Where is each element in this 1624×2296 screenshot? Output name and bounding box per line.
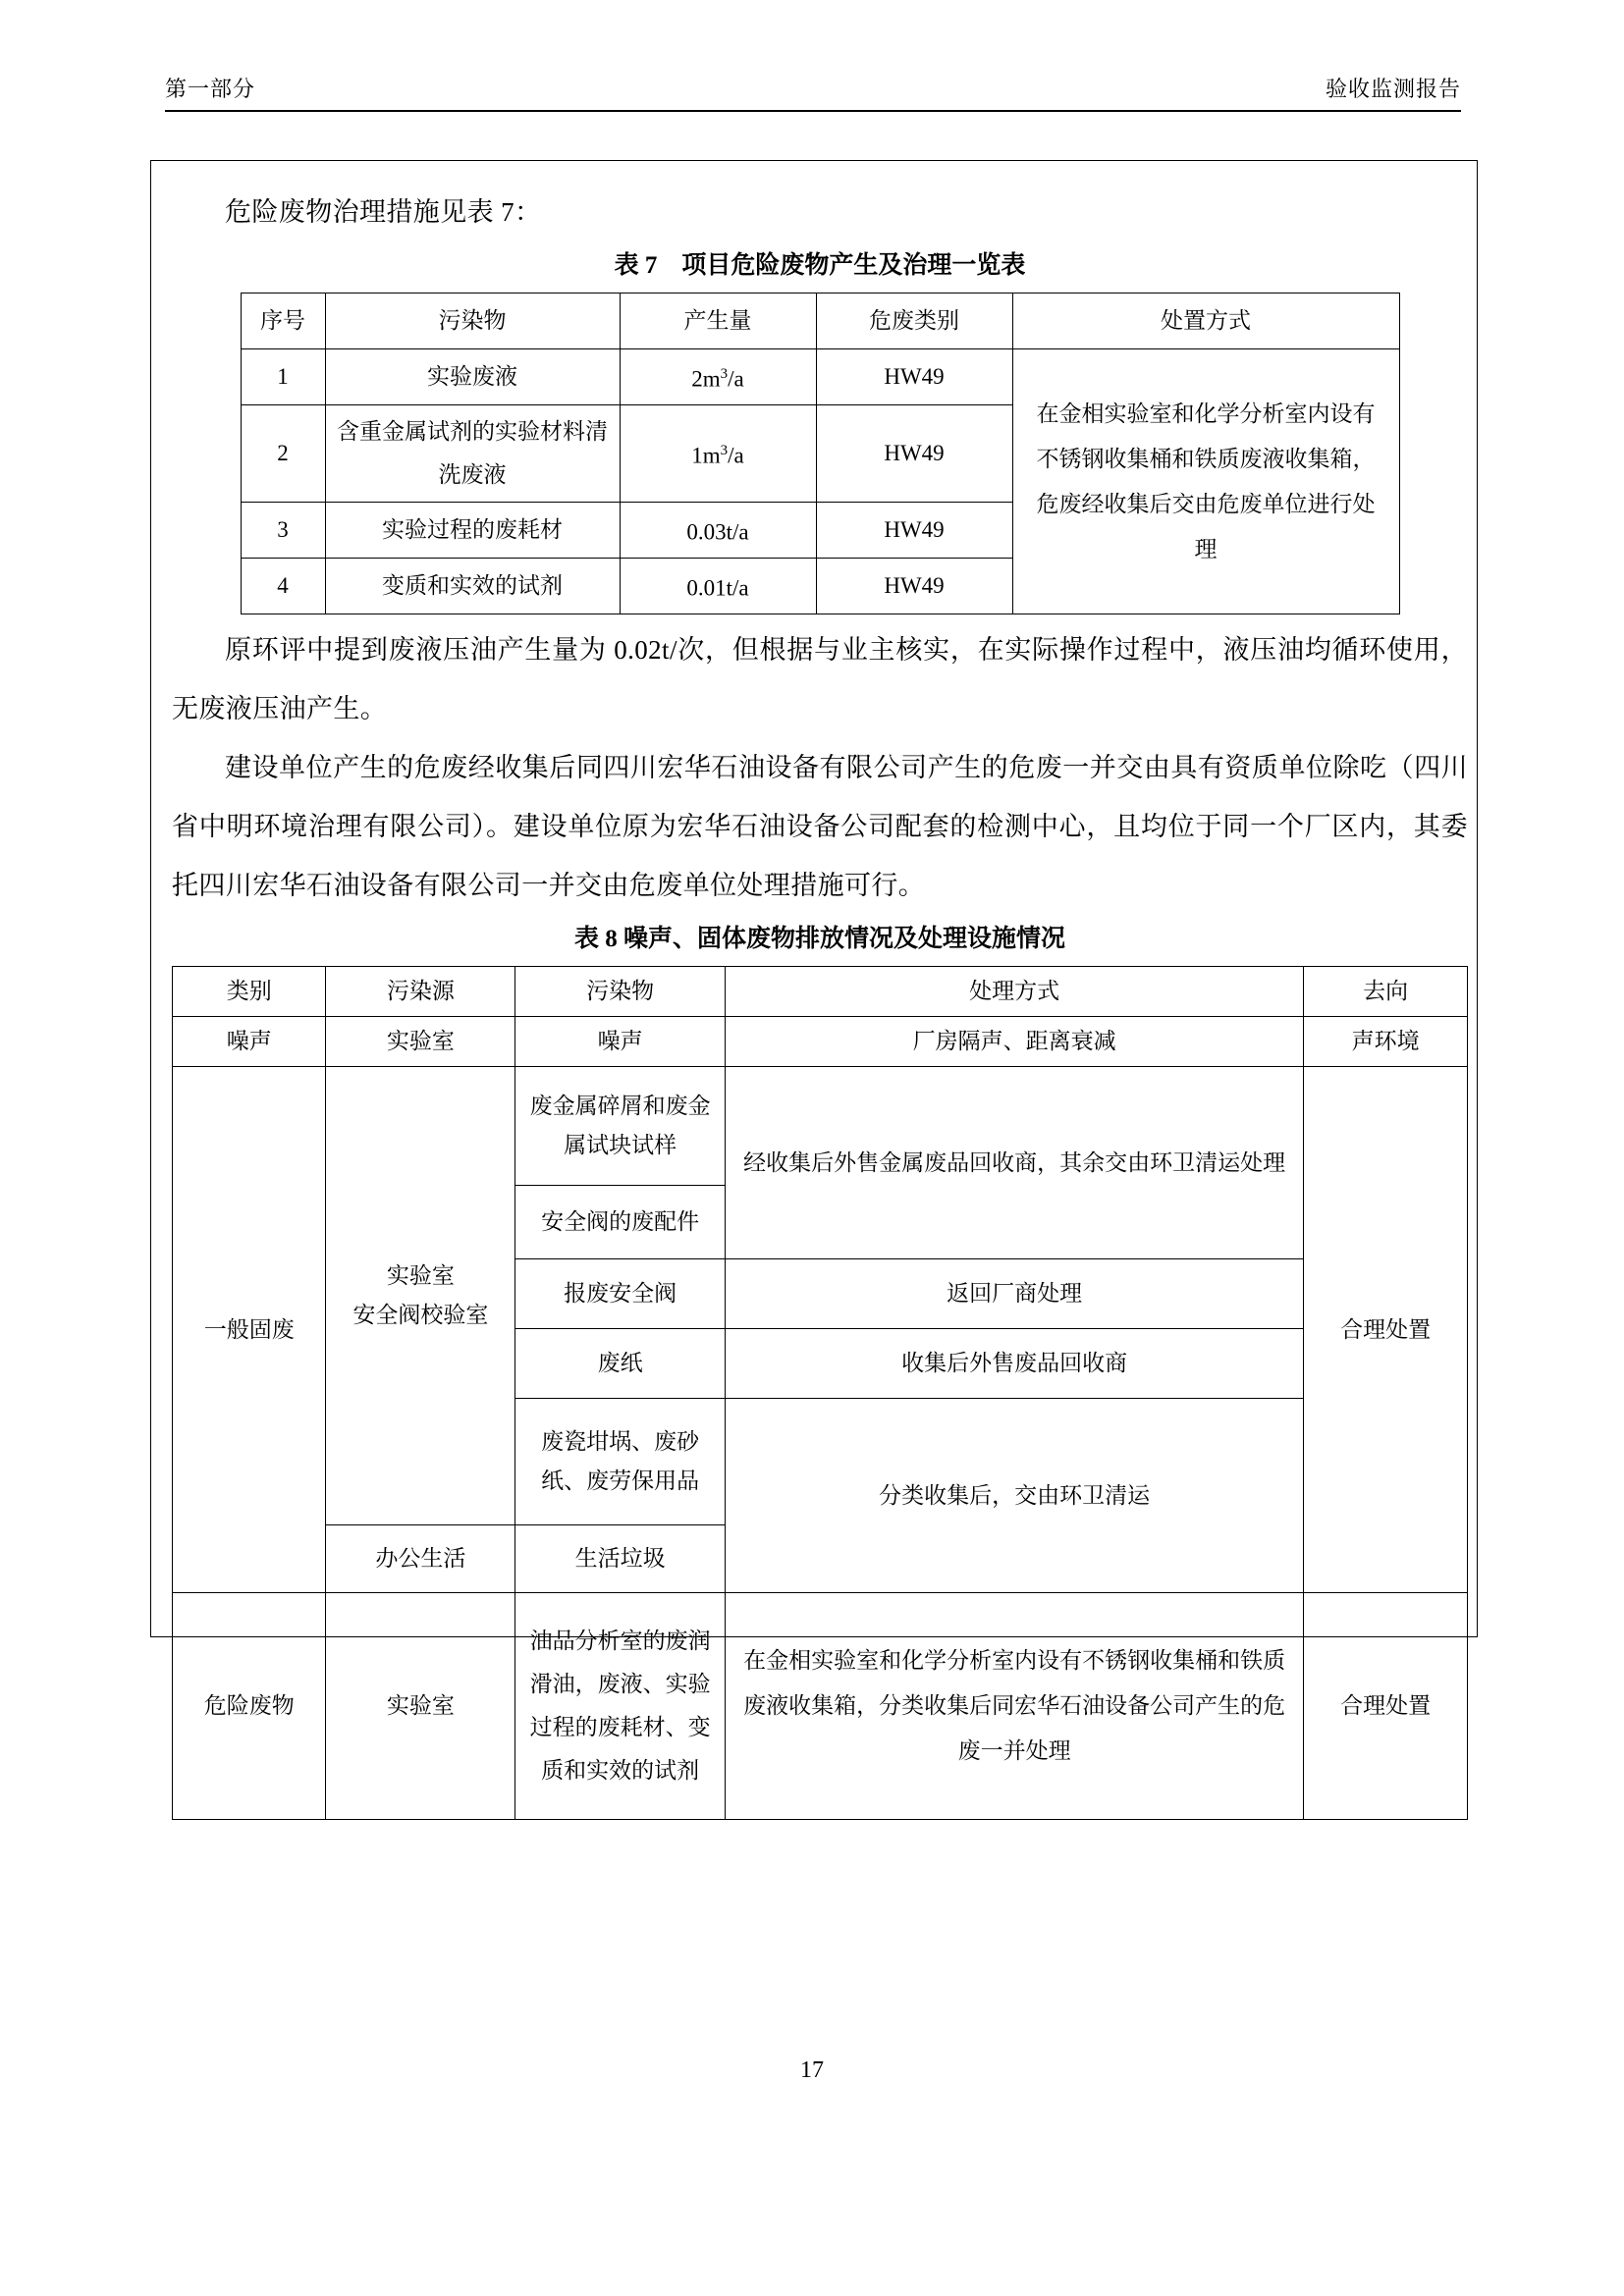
table7 — [241, 293, 1400, 614]
table8-gs-pollutant-4: 废纸 — [515, 1329, 726, 1399]
table7-r2-no: 2 — [241, 405, 325, 503]
table7-r1-no: 1 — [241, 349, 325, 405]
table-row — [173, 1017, 1468, 1067]
table8-gs-treatment-5: 分类收集后，交由环卫清运 — [726, 1399, 1304, 1593]
table7-r4-hw: HW49 — [816, 559, 1012, 614]
paragraph-hydraulic-oil: 原环评中提到废液压油产生量为 0.02t/次，但根据与业主核实，在实际操作过程中，液压油均循环使用，无废液压油产生。 — [172, 635, 1468, 723]
table8-generalsolid-source-office: 办公生活 — [326, 1525, 515, 1593]
intro-paragraph: 危险废物治理措施见表 7： — [225, 197, 542, 227]
source-lab-line2: 安全阀校验室 — [352, 1303, 489, 1327]
table8-noise-source: 实验室 — [326, 1017, 515, 1067]
table8-gs-treatment-4: 收集后外售废品回收商 — [726, 1329, 1304, 1399]
table7-r4-pollutant: 变质和实效的试剂 — [325, 559, 620, 614]
table7-r3-hw: HW49 — [816, 503, 1012, 559]
header-right-text: 验收监测报告 — [1325, 77, 1461, 101]
table8-hazardous-source: 实验室 — [326, 1593, 515, 1820]
table8-col-treatment: 处理方式 — [726, 967, 1304, 1017]
table7-r2-hw: HW49 — [816, 405, 1012, 503]
header-divider — [165, 110, 1461, 112]
table8-header-row — [173, 967, 1468, 1017]
table8-gs-treatment-1: 经收集后外售金属废品回收商，其余交由环卫清运处理 — [726, 1067, 1304, 1259]
table8-caption: 表 8 噪声、固体废物排放情况及处理设施情况 — [573, 926, 1065, 952]
table7-col-amount: 产生量 — [620, 294, 816, 349]
table7-r1-amount: $2m^3/a$ — [620, 349, 816, 405]
table8-noise-treatment: 厂房隔声、距离衰减 — [726, 1017, 1304, 1067]
paragraph-hazardous-transfer: 建设单位产生的危废经收集后同四川宏华石油设备有限公司产生的危废一并交由具有资质单位除吃（四川省中明环境治理有限公司）。建设单位原为宏华石油设备公司配套的检测中心，且均位于同一个厂区内，其委托四川宏华石油设备有限公司一并交由危废单位处理措施可行。 — [172, 753, 1468, 900]
table8-generalsolid-category: 一般固废 — [173, 1067, 326, 1593]
table7-r4-no: 4 — [241, 559, 325, 614]
table7-r3-no: 3 — [241, 503, 325, 559]
table8-hazardous-treatment: 在金相实验室和化学分析室内设有不锈钢收集桶和铁质废液收集箱，分类收集后同宏华石油设备公司产生的危废一并处理 — [726, 1593, 1304, 1820]
table7-r1-hw: HW49 — [816, 349, 1012, 405]
table8-col-category: 类别 — [173, 967, 326, 1017]
table8-gs-pollutant-2: 安全阀的废配件 — [515, 1186, 726, 1259]
table7-header-row — [241, 294, 1399, 349]
table7-col-pollutant: 污染物 — [325, 294, 620, 349]
table8-gs-treatment-3: 返回厂商处理 — [726, 1259, 1304, 1329]
table8-generalsolid-source-lab — [326, 1067, 515, 1525]
table8-col-pollutant: 污染物 — [515, 967, 726, 1017]
table8-generalsolid-destination: 合理处置 — [1304, 1067, 1468, 1593]
table7-col-hwtype: 危废类别 — [816, 294, 1012, 349]
page-number: 17 — [800, 2057, 824, 2083]
header-left-text: 第一部分 — [165, 77, 256, 101]
table7-col-no: 序号 — [241, 294, 325, 349]
table7-r2-amount: $1m^3/a$ — [620, 405, 816, 503]
table7-r3-amount: 0.03t/a — [620, 503, 816, 559]
table8-gs-pollutant-1: 废金属碎屑和废金属试块试样 — [515, 1067, 726, 1186]
table8-hazardous-destination: 合理处置 — [1304, 1593, 1468, 1820]
table8-noise-destination: 声环境 — [1304, 1017, 1468, 1067]
table7-r4-amount: 0.01t/a — [620, 559, 816, 614]
table8-gs-pollutant-5: 废瓷坩埚、废砂纸、废劳保用品 — [515, 1399, 726, 1525]
table7-r2-pollutant: 含重金属试剂的实验材料清洗废液 — [325, 405, 620, 503]
table-row — [241, 349, 1399, 405]
table8-noise-category: 噪声 — [173, 1017, 326, 1067]
page-content — [172, 183, 1468, 1820]
source-lab-line1: 实验室 — [386, 1263, 455, 1288]
table7-r1-pollutant: 实验废液 — [325, 349, 620, 405]
table8-hazardous-pollutant: 油品分析室的废润滑油，废液、实验过程的废耗材、变质和实效的试剂 — [515, 1593, 726, 1820]
table8-hazardous-category: 危险废物 — [173, 1593, 326, 1820]
table8-col-destination: 去向 — [1304, 967, 1468, 1017]
table8-col-source: 污染源 — [326, 967, 515, 1017]
table8-gs-pollutant-6: 生活垃圾 — [515, 1525, 726, 1593]
table8-noise-pollutant: 噪声 — [515, 1017, 726, 1067]
table8-gs-pollutant-3: 报废安全阀 — [515, 1259, 726, 1329]
table7-caption: 表 7 项目危险废物产生及治理一览表 — [614, 252, 1026, 279]
table8 — [172, 966, 1468, 1820]
table7-col-disposal: 处置方式 — [1012, 294, 1399, 349]
table-row — [173, 1067, 1468, 1186]
table7-disposal-cell: 在金相实验室和化学分析室内设有不锈钢收集桶和铁质废液收集箱，危废经收集后交由危废单位进行处理 — [1012, 349, 1399, 614]
table-row — [173, 1593, 1468, 1820]
table7-r3-pollutant: 实验过程的废耗材 — [325, 503, 620, 559]
running-header — [165, 77, 1461, 102]
